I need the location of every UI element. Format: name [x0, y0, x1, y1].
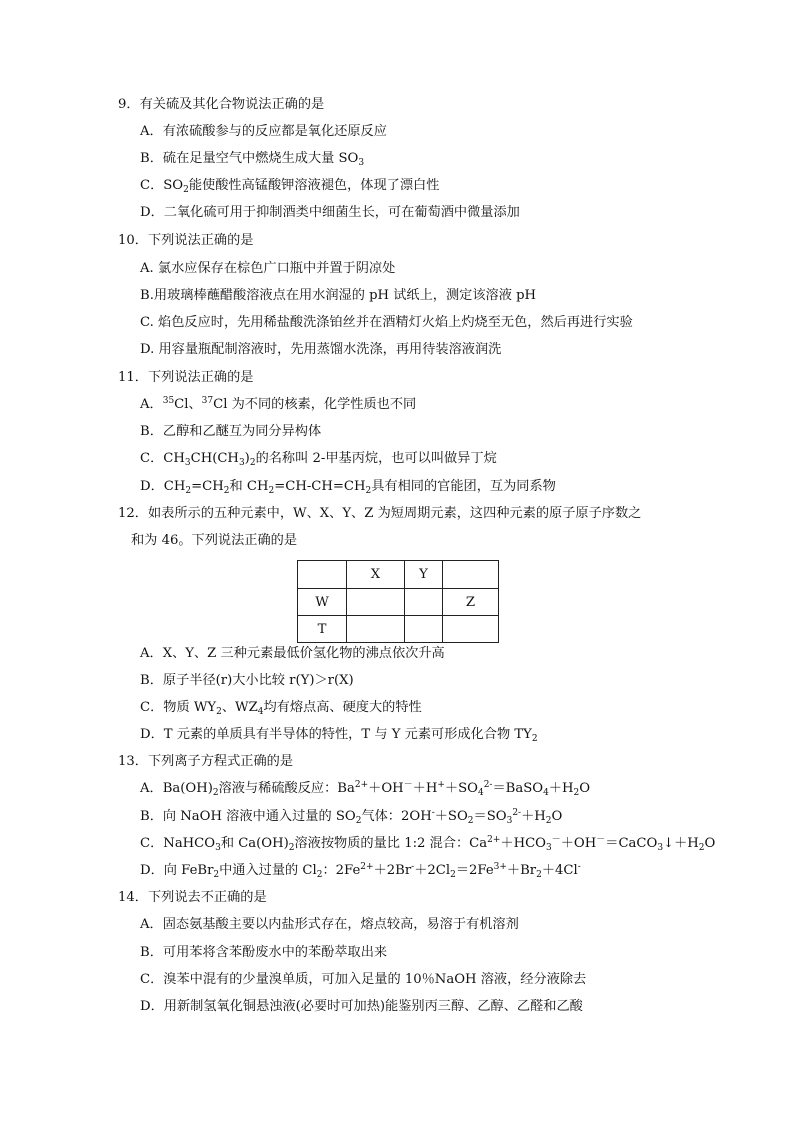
q12-option-a: A．X、Y、Z 三种元素最低价氢化物的沸点依次升高	[140, 646, 445, 661]
q11-option-c: C．$CH_3CH(CH_3)_2$的名称叫 2-甲基丙烷，也可以叫做异丁烷	[140, 451, 497, 468]
table-row	[298, 589, 499, 616]
q13-option-b: B．向 NaOH 溶液中通入过量的 $SO_2$气体：$2OH^-+SO_2=SO_3^{2-}+H_2O$	[140, 808, 563, 826]
table-cell: X	[347, 561, 405, 589]
table-cell	[443, 616, 499, 643]
table-cell: T	[298, 616, 347, 643]
q14-option-d: D．用新制氢氧化铜悬浊液(必要时可加热)能鉴别丙三醇、乙醇、乙醛和乙酸	[140, 999, 583, 1014]
table-row	[298, 561, 499, 589]
table-cell	[298, 561, 347, 589]
q9-option-d: D．二氧化硫可用于抑制酒类中细菌生长，可在葡萄酒中微量添加	[140, 205, 520, 220]
q11-stem: 11．下列说法正确的是	[118, 370, 254, 385]
table-cell	[405, 589, 443, 616]
q11-option-d: D．$CH_2=CH_2$和 $CH_2=CH-CH=CH_2$具有相同的官能团，互为同系物	[140, 479, 556, 496]
q12-option-b: B．原子半径(r)大小比较 r(Y)＞r(X)	[140, 673, 354, 688]
table-cell	[443, 561, 499, 589]
q10-option-a: A. 氯水应保存在棕色广口瓶中并置于阴凉处	[140, 261, 396, 276]
q9-option-c: C．$SO_2$能使酸性高锰酸钾溶液褪色，体现了漂白性	[140, 178, 440, 195]
q14-option-a: A．固态氨基酸主要以内盐形式存在，熔点较高，易溶于有机溶剂	[140, 917, 519, 932]
q13-option-a: A．$Ba(OH)_2$溶液与稀硫酸反应：$Ba^{2+}+OH^-+H^++SO_4^{2-}=BaSO_4+H_2O$	[140, 780, 591, 798]
q9-option-a: A．有浓硫酸参与的反应都是氧化还原反应	[140, 124, 387, 139]
table-cell: W	[298, 589, 347, 616]
table-cell: Y	[405, 561, 443, 589]
q9-option-b: B．硫在足量空气中燃烧生成大量 $SO_3$	[140, 151, 365, 168]
table-cell	[405, 616, 443, 643]
q13-stem: 13．下列离子方程式正确的是	[118, 754, 294, 769]
table-cell	[347, 616, 405, 643]
table-cell: Z	[443, 589, 499, 616]
q14-option-c: C．溴苯中混有的少量溴单质，可加入足量的 10％NaOH 溶液，经分液除去	[140, 972, 587, 987]
q10-stem: 10．下列说法正确的是	[118, 233, 254, 248]
q12-stem-line2: 和为 46。下列说法正确的是	[131, 533, 298, 548]
table-row	[298, 616, 499, 643]
q14-option-b: B．可用苯将含苯酚废水中的苯酚萃取出来	[140, 945, 388, 960]
q12-option-c: C．物质 $WY_2$、$WZ_4$均有熔点高、硬度大的特性	[140, 700, 422, 717]
q10-option-d: D. 用容量瓶配制溶液时，先用蒸馏水洗涤，再用待装溶液润洗	[140, 342, 502, 357]
q12-option-d: D．T 元素的单质具有半导体的特性，T 与 Y 元素可形成化合物 $TY_2$	[140, 727, 538, 744]
q14-stem: 14．下列说去不正确的是	[118, 890, 267, 905]
q10-option-b: B.用玻璃棒蘸醋酸溶液点在用水润湿的 pH 试纸上，测定该溶液 pH	[140, 288, 537, 303]
q12-stem-line1: 12．如表所示的五种元素中，W、X、Y、Z 为短周期元素，这四种元素的原子原子序数之	[118, 506, 642, 521]
q13-option-d: D．向 FeBr$_2$中通入过量的 $Cl_2$：$2Fe^{2+}+2Br^-+2Cl_2=2Fe^{3+}+Br_2+4Cl^-$	[140, 862, 581, 880]
q13-option-c: C．NaHCO$_3$和 $Ca(OH)_2$溶液按物质的量比 1:2 混合：$Ca^{2+}+HCO_3^-+OH^-=CaCO_3↓+H_2O$	[140, 835, 716, 853]
q11-option-b: B．乙醇和乙醚互为同分异构体	[140, 424, 322, 439]
q9-stem: 9．有关硫及其化合物说法正确的是	[118, 97, 325, 112]
periodic-table-fragment	[297, 560, 499, 643]
q11-option-a: A．$^{35}$Cl、$^{37}$Cl 为不同的核素，化学性质也不同	[140, 396, 417, 412]
q10-option-c: C. 焰色反应时，先用稀盐酸洗涤铂丝并在酒精灯火焰上灼烧至无色，然后再进行实验	[140, 315, 633, 330]
table-cell	[347, 589, 405, 616]
